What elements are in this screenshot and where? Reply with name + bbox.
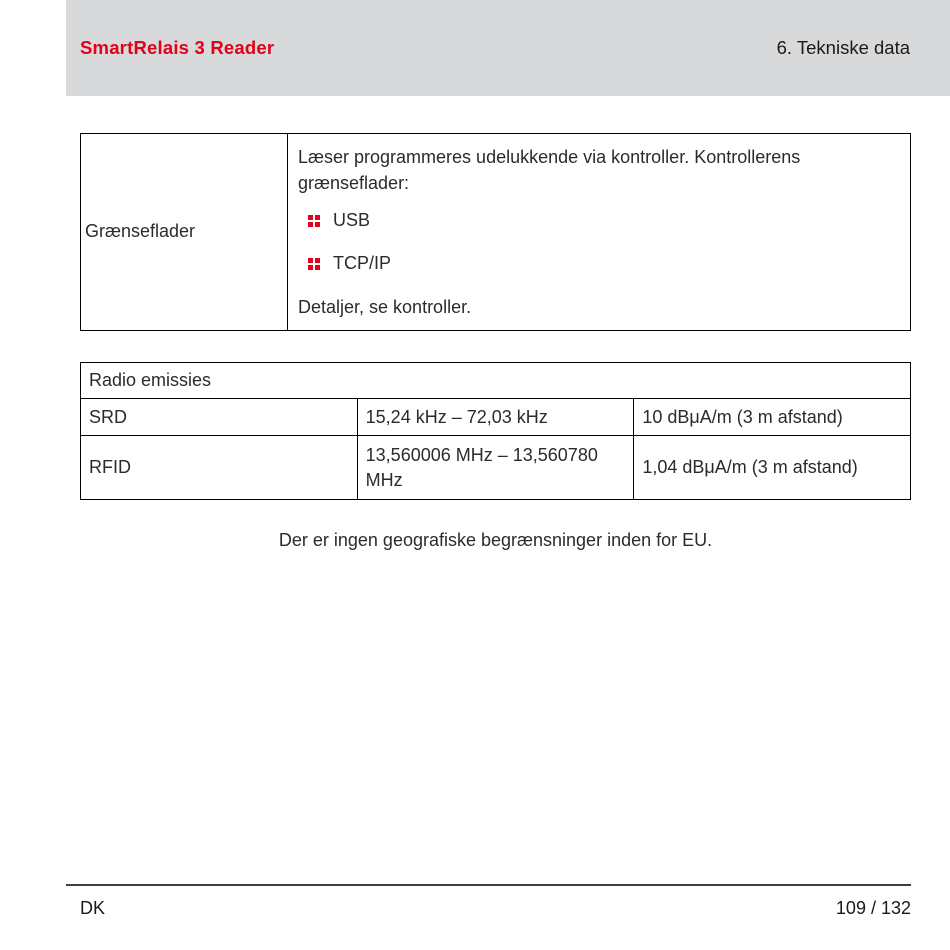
radio-row-range: 15,24 kHz – 72,03 kHz — [357, 399, 634, 436]
interfaces-row-body — [288, 134, 911, 331]
interfaces-row-label: Grænseflader — [81, 134, 288, 331]
radio-table-title: Radio emissies — [81, 363, 911, 399]
bullet-label: TCP/IP — [333, 253, 392, 274]
four-squares-bullet-icon — [308, 215, 320, 227]
chapter-title: 6. Tekniske data — [776, 37, 910, 58]
page-header — [66, 0, 950, 96]
interfaces-bullet-list — [298, 210, 900, 274]
footer-page-number: 109 / 132 — [835, 897, 911, 918]
interfaces-table — [80, 133, 911, 331]
document-title: SmartRelais 3 Reader — [80, 37, 275, 58]
page-footer — [66, 884, 911, 930]
interfaces-intro-text: Læser programmeres udelukkende via kontroller. Kontrollerens grænseflader: — [298, 147, 801, 194]
table-row — [81, 436, 911, 500]
radio-row-name: SRD — [81, 399, 358, 436]
table-header-row — [81, 363, 911, 399]
radio-row-name: RFID — [81, 436, 358, 500]
four-squares-bullet-icon — [308, 258, 320, 270]
table-row — [81, 134, 911, 331]
bullet-label: USB — [333, 210, 371, 231]
radio-row-strength: 1,04 dBμA/m (3 m afstand) — [634, 436, 911, 500]
radio-row-strength: 10 dBμA/m (3 m afstand) — [634, 399, 911, 436]
radio-row-range: 13,560006 MHz – 13,560780 MHz — [357, 436, 634, 500]
list-item — [308, 253, 900, 274]
footer-language-code: DK — [80, 897, 106, 918]
list-item — [308, 210, 900, 231]
geographic-note: Der er ingen geografiske begrænsninger inden for EU. — [278, 530, 713, 550]
radio-emissions-table — [80, 362, 911, 500]
table-row — [81, 399, 911, 436]
interfaces-outro-text: Detaljer, se kontroller. — [298, 297, 472, 318]
